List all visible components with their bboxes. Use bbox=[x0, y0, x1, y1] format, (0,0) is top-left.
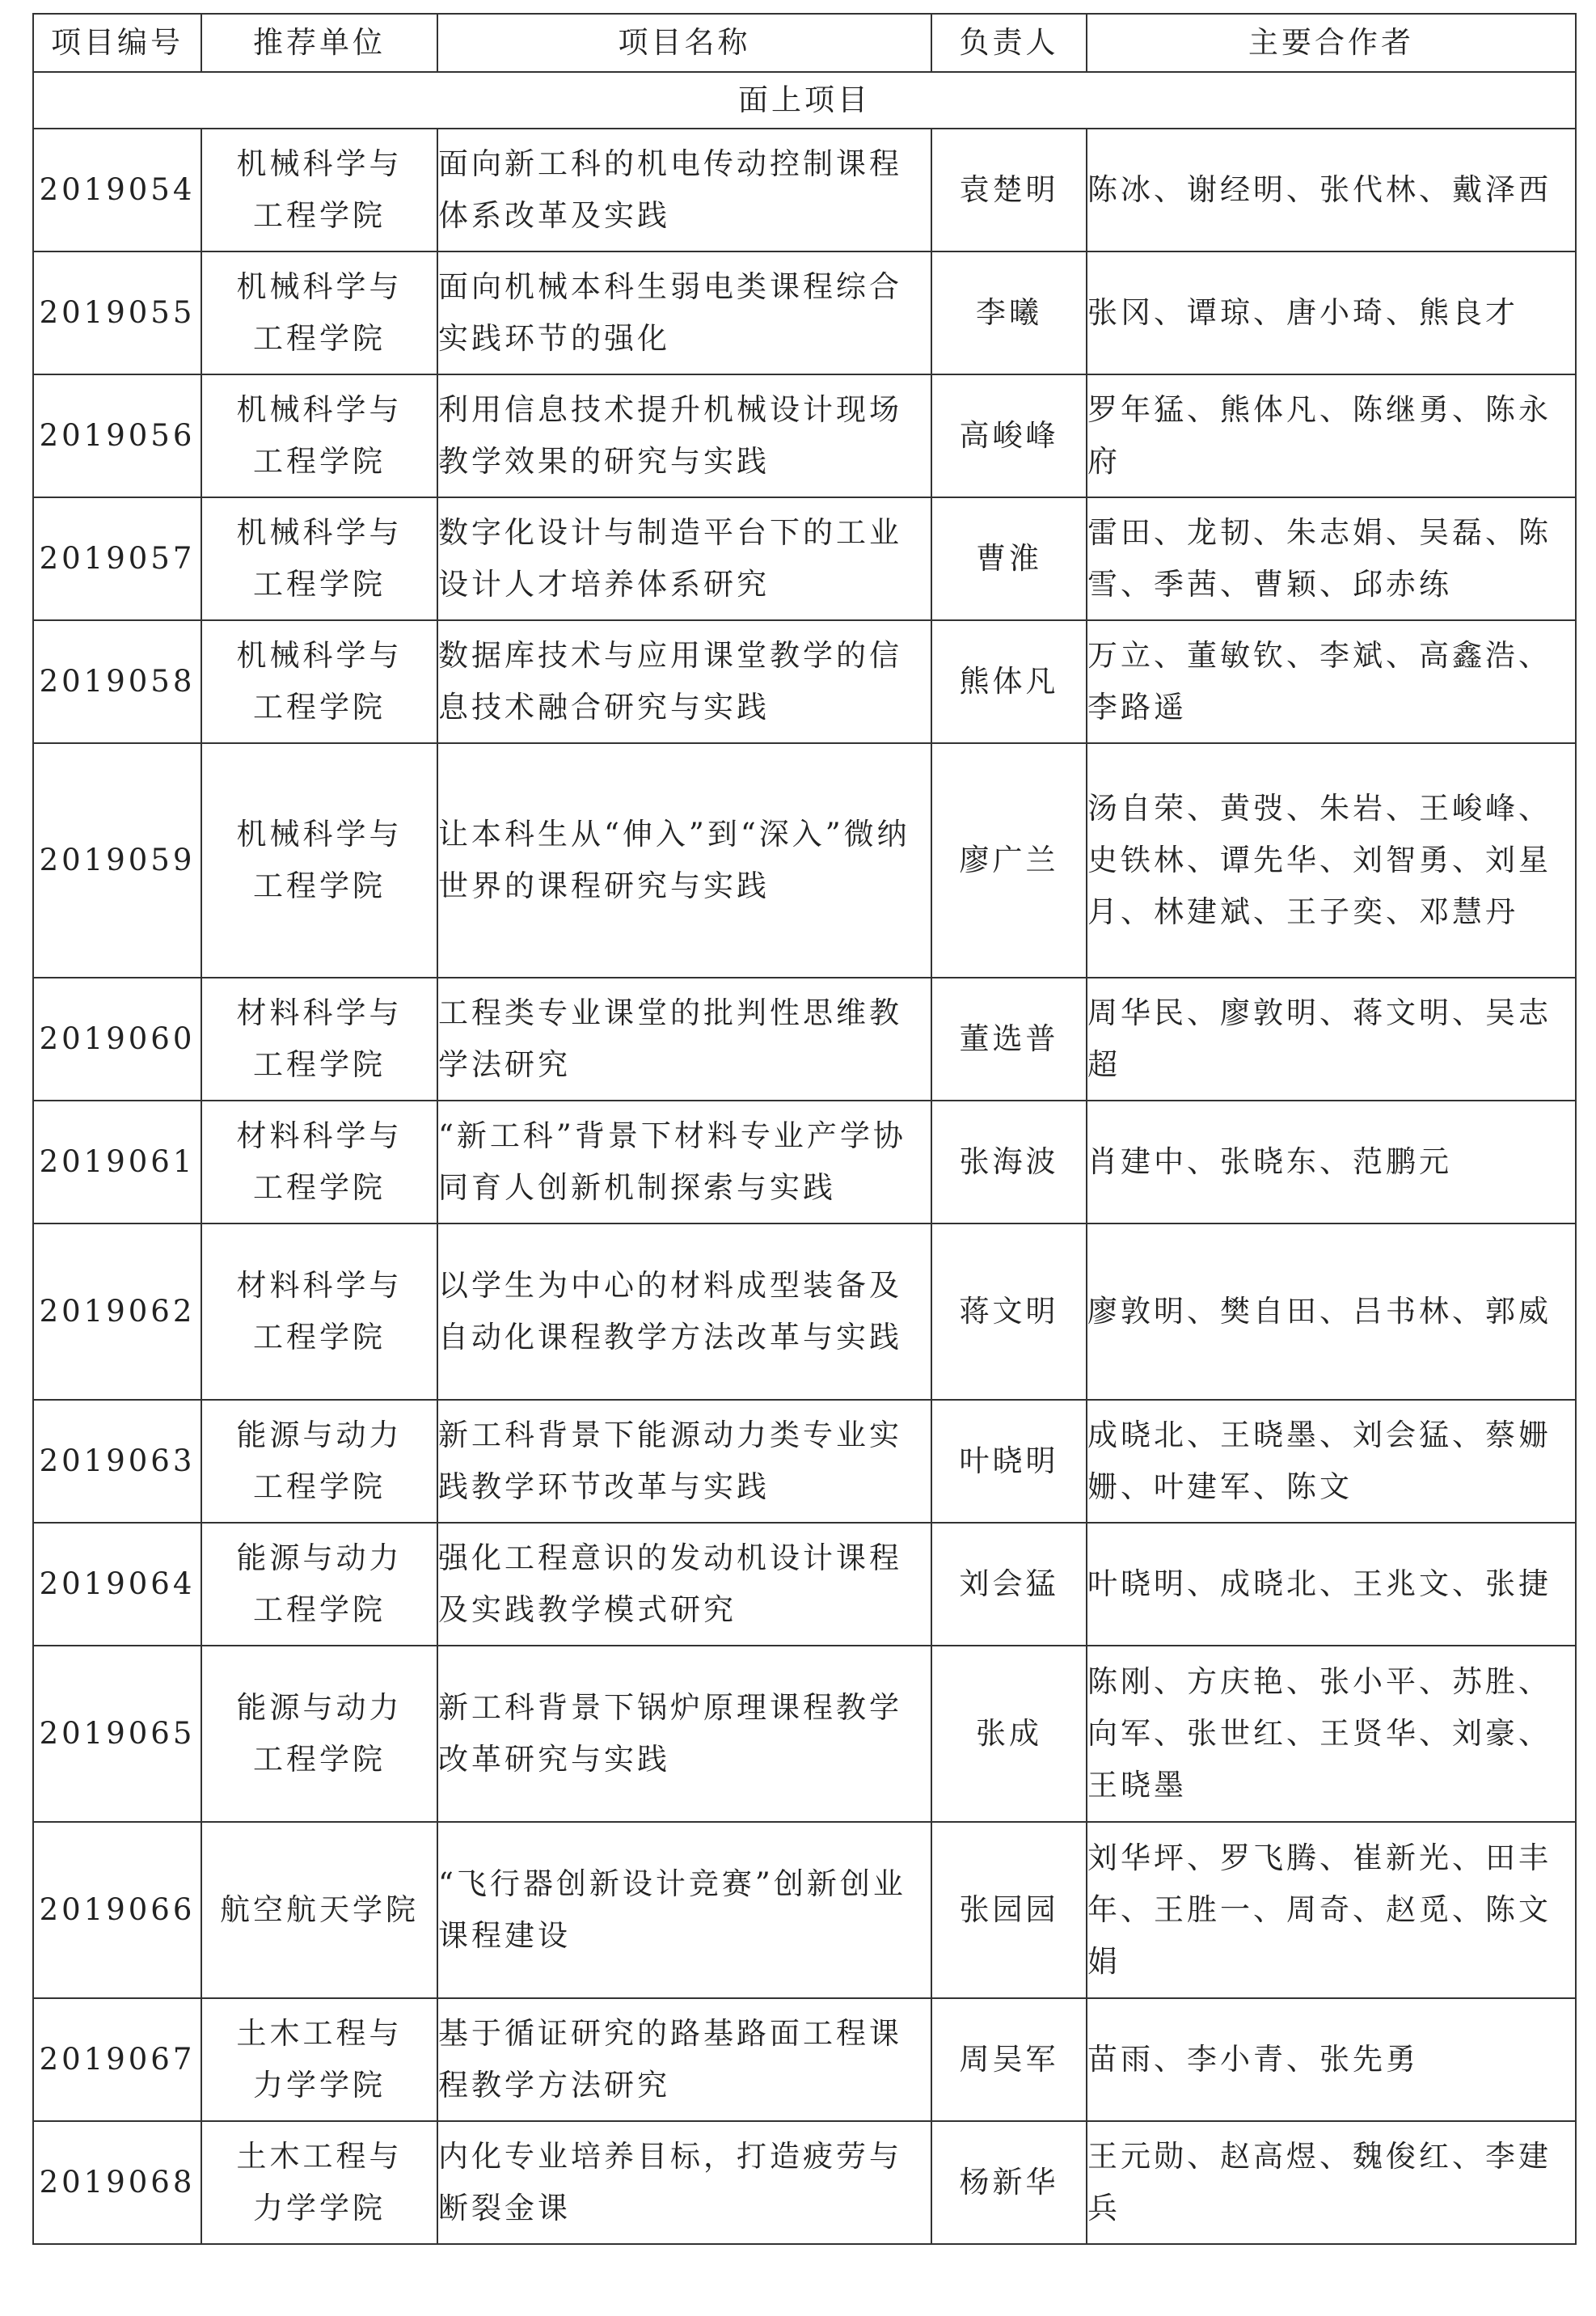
project-lead-cell: 张海波 bbox=[931, 1101, 1087, 1224]
project-id-cell: 2019065 bbox=[33, 1646, 201, 1822]
project-id-cell: 2019066 bbox=[33, 1822, 201, 1998]
collaborators-cell: 周华民、廖敦明、蒋文明、吴志超 bbox=[1087, 978, 1576, 1101]
section-row bbox=[33, 72, 1576, 129]
recommending-unit-cell: 材料科学与 工程学院 bbox=[201, 1101, 437, 1224]
recommending-unit-cell: 机械科学与 工程学院 bbox=[201, 129, 437, 251]
project-id-cell: 2019063 bbox=[33, 1400, 201, 1523]
project-id-cell: 2019054 bbox=[33, 129, 201, 251]
table-row bbox=[33, 1523, 1576, 1646]
project-table bbox=[32, 13, 1577, 2245]
project-lead-cell: 熊体凡 bbox=[931, 620, 1087, 743]
recommending-unit-cell: 土木工程与 力学学院 bbox=[201, 2121, 437, 2244]
project-id-cell: 2019058 bbox=[33, 620, 201, 743]
table-row bbox=[33, 497, 1576, 620]
table-row bbox=[33, 251, 1576, 374]
project-lead-cell: 高峻峰 bbox=[931, 374, 1087, 497]
table-row bbox=[33, 743, 1576, 978]
project-lead-cell: 袁楚明 bbox=[931, 129, 1087, 251]
table-row bbox=[33, 1101, 1576, 1224]
collaborators-cell: 汤自荣、黄弢、朱岩、王峻峰、史铁林、谭先华、刘智勇、刘星月、林建斌、王子奕、邓慧丹 bbox=[1087, 743, 1576, 978]
project-title-cell: 内化专业培养目标，打造疲劳与断裂金课 bbox=[437, 2121, 931, 2244]
project-lead-cell: 张成 bbox=[931, 1646, 1087, 1822]
recommending-unit-cell: 机械科学与 工程学院 bbox=[201, 251, 437, 374]
recommending-unit-cell: 材料科学与 工程学院 bbox=[201, 978, 437, 1101]
header-collaborators: 主要合作者 bbox=[1087, 14, 1576, 72]
recommending-unit-cell: 能源与动力 工程学院 bbox=[201, 1400, 437, 1523]
project-id-cell: 2019059 bbox=[33, 743, 201, 978]
recommending-unit-cell: 土木工程与 力学学院 bbox=[201, 1998, 437, 2121]
recommending-unit-cell: 能源与动力 工程学院 bbox=[201, 1646, 437, 1822]
project-lead-cell: 刘会猛 bbox=[931, 1523, 1087, 1646]
project-id-cell: 2019057 bbox=[33, 497, 201, 620]
project-lead-cell: 周吴军 bbox=[931, 1998, 1087, 2121]
project-lead-cell: 蒋文明 bbox=[931, 1224, 1087, 1400]
project-lead-cell: 叶晓明 bbox=[931, 1400, 1087, 1523]
project-id-cell: 2019068 bbox=[33, 2121, 201, 2244]
project-title-cell: 利用信息技术提升机械设计现场教学效果的研究与实践 bbox=[437, 374, 931, 497]
project-id-cell: 2019061 bbox=[33, 1101, 201, 1224]
project-lead-cell: 董选普 bbox=[931, 978, 1087, 1101]
table-row bbox=[33, 1998, 1576, 2121]
table-row bbox=[33, 1822, 1576, 1998]
project-id-cell: 2019060 bbox=[33, 978, 201, 1101]
header-unit: 推荐单位 bbox=[201, 14, 437, 72]
collaborators-cell: 肖建中、张晓东、范鹏元 bbox=[1087, 1101, 1576, 1224]
header-id: 项目编号 bbox=[33, 14, 201, 72]
project-title-cell: 面向新工科的机电传动控制课程体系改革及实践 bbox=[437, 129, 931, 251]
collaborators-cell: 陈刚、方庆艳、张小平、苏胜、向军、张世红、王贤华、刘豪、王晓墨 bbox=[1087, 1646, 1576, 1822]
project-title-cell: 数字化设计与制造平台下的工业设计人才培养体系研究 bbox=[437, 497, 931, 620]
recommending-unit-cell: 机械科学与 工程学院 bbox=[201, 374, 437, 497]
table-row bbox=[33, 2121, 1576, 2244]
project-id-cell: 2019056 bbox=[33, 374, 201, 497]
project-title-cell: 新工科背景下锅炉原理课程教学改革研究与实践 bbox=[437, 1646, 931, 1822]
collaborators-cell: 王元勋、赵高煜、魏俊红、李建兵 bbox=[1087, 2121, 1576, 2244]
collaborators-cell: 万立、董敏钦、李斌、高鑫浩、李路遥 bbox=[1087, 620, 1576, 743]
table-row bbox=[33, 1224, 1576, 1400]
project-title-cell: 数据库技术与应用课堂教学的信息技术融合研究与实践 bbox=[437, 620, 931, 743]
table-row bbox=[33, 1646, 1576, 1822]
collaborators-cell: 陈冰、谢经明、张代林、戴泽西 bbox=[1087, 129, 1576, 251]
project-title-cell: 以学生为中心的材料成型装备及自动化课程教学方法改革与实践 bbox=[437, 1224, 931, 1400]
project-title-cell: 基于循证研究的路基路面工程课程教学方法研究 bbox=[437, 1998, 931, 2121]
project-lead-cell: 廖广兰 bbox=[931, 743, 1087, 978]
collaborators-cell: 罗年猛、熊体凡、陈继勇、陈永府 bbox=[1087, 374, 1576, 497]
table-row bbox=[33, 620, 1576, 743]
project-title-cell: 工程类专业课堂的批判性思维教学法研究 bbox=[437, 978, 931, 1101]
project-id-cell: 2019062 bbox=[33, 1224, 201, 1400]
collaborators-cell: 叶晓明、成晓北、王兆文、张捷 bbox=[1087, 1523, 1576, 1646]
header-row bbox=[33, 14, 1576, 72]
recommending-unit-cell: 航空航天学院 bbox=[201, 1822, 437, 1998]
table-row bbox=[33, 374, 1576, 497]
project-id-cell: 2019064 bbox=[33, 1523, 201, 1646]
recommending-unit-cell: 机械科学与 工程学院 bbox=[201, 620, 437, 743]
collaborators-cell: 刘华坪、罗飞腾、崔新光、田丰年、王胜一、周奇、赵觅、陈文娟 bbox=[1087, 1822, 1576, 1998]
project-lead-cell: 杨新华 bbox=[931, 2121, 1087, 2244]
project-title-cell: 强化工程意识的发动机设计课程及实践教学模式研究 bbox=[437, 1523, 931, 1646]
project-title-cell: 让本科生从“伸入”到“深入”微纳世界的课程研究与实践 bbox=[437, 743, 931, 978]
project-title-cell: 新工科背景下能源动力类专业实践教学环节改革与实践 bbox=[437, 1400, 931, 1523]
table-row bbox=[33, 129, 1576, 251]
project-lead-cell: 李曦 bbox=[931, 251, 1087, 374]
project-title-cell: “飞行器创新设计竞赛”创新创业课程建设 bbox=[437, 1822, 931, 1998]
project-id-cell: 2019067 bbox=[33, 1998, 201, 2121]
recommending-unit-cell: 能源与动力 工程学院 bbox=[201, 1523, 437, 1646]
table-row bbox=[33, 1400, 1576, 1523]
project-title-cell: “新工科”背景下材料专业产学协同育人创新机制探索与实践 bbox=[437, 1101, 931, 1224]
project-lead-cell: 曹淮 bbox=[931, 497, 1087, 620]
header-title: 项目名称 bbox=[437, 14, 931, 72]
project-id-cell: 2019055 bbox=[33, 251, 201, 374]
project-title-cell: 面向机械本科生弱电类课程综合实践环节的强化 bbox=[437, 251, 931, 374]
section-label: 面上项目 bbox=[33, 72, 1576, 129]
table-row bbox=[33, 978, 1576, 1101]
collaborators-cell: 雷田、龙韧、朱志娟、吴磊、陈雪、季茜、曹颖、邱赤练 bbox=[1087, 497, 1576, 620]
collaborators-cell: 成晓北、王晓墨、刘会猛、蔡姗姗、叶建军、陈文 bbox=[1087, 1400, 1576, 1523]
collaborators-cell: 张冈、谭琼、唐小琦、熊良才 bbox=[1087, 251, 1576, 374]
recommending-unit-cell: 机械科学与 工程学院 bbox=[201, 743, 437, 978]
header-lead: 负责人 bbox=[931, 14, 1087, 72]
recommending-unit-cell: 机械科学与 工程学院 bbox=[201, 497, 437, 620]
collaborators-cell: 廖敦明、樊自田、吕书林、郭威 bbox=[1087, 1224, 1576, 1400]
project-lead-cell: 张园园 bbox=[931, 1822, 1087, 1998]
collaborators-cell: 苗雨、李小青、张先勇 bbox=[1087, 1998, 1576, 2121]
recommending-unit-cell: 材料科学与 工程学院 bbox=[201, 1224, 437, 1400]
